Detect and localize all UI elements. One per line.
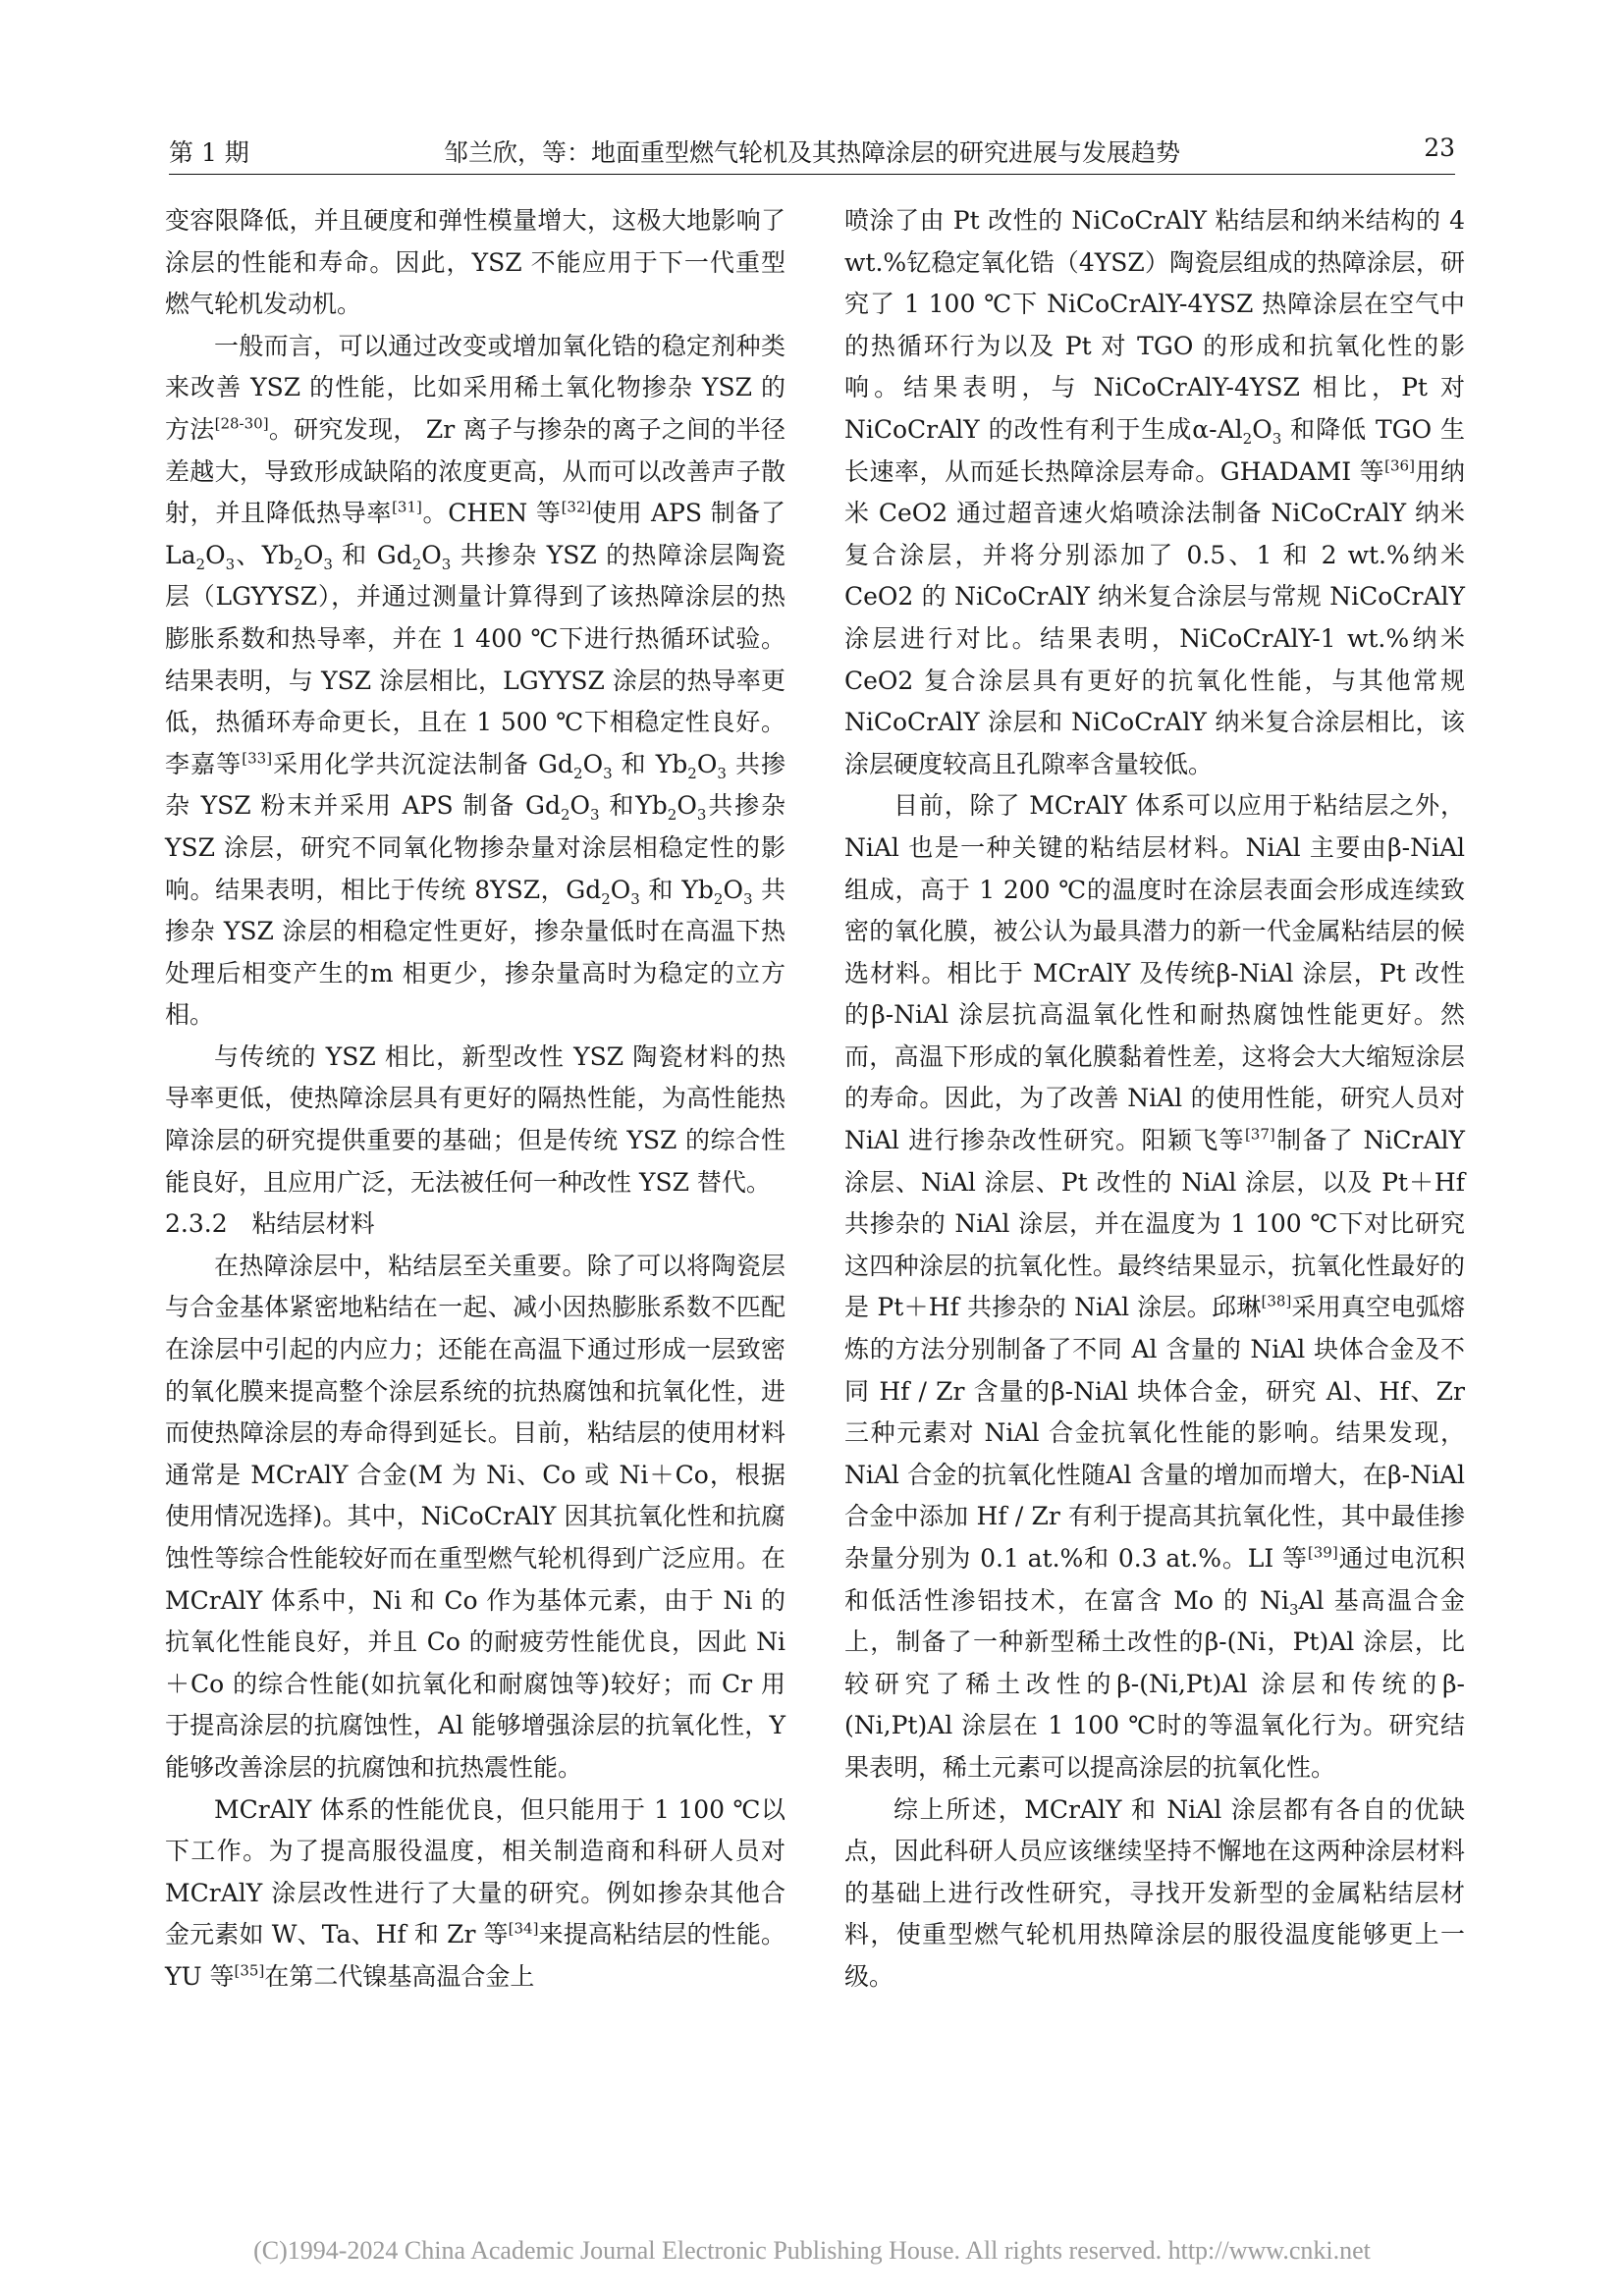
page-number: 23 xyxy=(1424,133,1455,162)
section-heading: 2.3.2 粘结层材料 xyxy=(165,1209,375,1239)
paragraph: 变容限降低，并且硬度和弹性模量增大，这极大地影响了涂层的性能和寿命。因此，YSZ 不能应用于下一代重型燃气轮机发动机。 xyxy=(165,206,785,319)
paragraph: 与传统的 YSZ 相比，新型改性 YSZ 陶瓷材料的热导率更低，使热障涂层具有更好的隔热性能，为高性能热障涂层的研究提供重要的基础；但是传统 YSZ 的综合性能良好，且应用广泛，无法被任何一种改性 YSZ 替代。 xyxy=(165,1041,785,1197)
paragraph: 喷涂了由 Pt 改性的 NiCoCrAlY 粘结层和纳米结构的 4 wt.%钇稳定氧化锆（4YSZ）陶瓷层组成的热障涂层，研究了 1 100 ℃下 NiCoCrAlY-4YSZ 热障涂层在空气中的热循环行为以及 Pt 对 TGO 的形成和抗氧化性的影响。结果表明，与 NiCoCrAlY-4YSZ 相比，Pt 对 NiCoCrAlY 的改性有利于生成$\alpha-Al_2O_3$ 和降低 TGO 生长速率，从而延长热障涂层寿命。GHADAMI 等[36]用纳米 CeO2 通过超音速火焰喷涂法制备 NiCoCrAlY 纳米复合涂层，并将分别添加了 0.5、1 和 2 wt.%纳米 CeO2 的 NiCoCrAlY 纳米复合涂层与常规 NiCoCrAlY 涂层进行对比。结果表明，NiCoCrAlY-1 wt.%纳米 CeO2 复合涂层具有更好的抗氧化性能，与其他常规 NiCoCrAlY 涂层和 NiCoCrAlY 纳米复合涂层相比，该涂层硬度较高且孔隙率含量较低。 xyxy=(844,206,1465,778)
copyright-footer: (C)1994-2024 China Academic Journal Electronic Publishing House. All rights reserved. http://www.cnki.net xyxy=(253,2236,1371,2265)
left-column xyxy=(165,200,785,1999)
paragraph: 综上所述，MCrAlY 和 NiAl 涂层都有各自的优缺点，因此科研人员应该继续坚持不懈地在这两种涂层材料的基础上进行改性研究，寻找开发新型的金属粘结层材料，使重型燃气轮机用热障涂层的服役温度能够更上一级。 xyxy=(844,1794,1465,1991)
issue-label: 第 1 期 xyxy=(169,138,249,167)
paragraph: 目前，除了 MCrAlY 体系可以应用于粘结层之外，NiAl 也是一种关键的粘结层材料。NiAl 主要由β-NiAl 组成，高于 1 200 ℃的温度时在涂层表面会形成连续致密的氧化膜，被公认为最具潜力的新一代金属粘结层的候选材料。相比于 MCrAlY 及传统β-NiAl 涂层，Pt 改性的β-NiAl 涂层抗高温氧化性和耐热腐蚀性能更好。然而，高温下形成的氧化膜黏着性差，这将会大大缩短涂层的寿命。因此，为了改善 NiAl 的使用性能，研究人员对 NiAl 进行掺杂改性研究。阳颖飞等[37]制备了 NiCrAlY 涂层、NiAl 涂层、Pt 改性的 NiAl 涂层，以及 Pt＋Hf 共掺杂的 NiAl 涂层，并在温度为 1 100 ℃下对比研究这四种涂层的抗氧化性。最终结果显示，抗氧化性最好的是 Pt＋Hf 共掺杂的 NiAl 涂层。邱琳[38]采用真空电弧熔炼的方法分别制备了不同 Al 含量的 NiAl 块体合金及不同 Hf / Zr 含量的β-NiAl 块体合金，研究 Al、Hf、Zr 三种元素对 NiAl 合金抗氧化性能的影响。结果发现，NiAl 合金的抗氧化性随Al 含量的增加而增大，在β-NiAl 合金中添加 Hf / Zr 有利于提高其抗氧化性，其中最佳掺杂量分别为 0.1 at.%和 0.3 at.%。LI 等[39]通过电沉积和低活性渗铝技术，在富含 Mo 的 $Ni_3Al$ 基高温合金上，制备了一种新型稀土改性的β-(Ni，Pt)Al 涂层，比较研究了稀土改性的β-(Ni,Pt)Al 涂层和传统的β-(Ni,Pt)Al 涂层在 1 100 ℃时的等温氧化行为。研究结果表明，稀土元素可以提高涂层的抗氧化性。 xyxy=(844,791,1465,1782)
running-title: 邹兰欣，等：地面重型燃气轮机及其热障涂层的研究进展与发展趋势 xyxy=(443,138,1180,167)
paragraph: MCrAlY 体系的性能优良，但只能用于 1 100 ℃以下工作。为了提高服役温度，相关制造商和科研人员对 MCrAlY 涂层改性进行了大量的研究。例如掺杂其他合金元素如 W、Ta、Hf 和 Zr 等[34]来提高粘结层的性能。YU 等[35]在第二代镍基高温合金上 xyxy=(165,1794,785,1991)
header-rule xyxy=(169,174,1455,175)
page-header xyxy=(169,126,1455,175)
right-column xyxy=(844,200,1465,1999)
paragraph: 一般而言，可以通过改变或增加氧化锆的稳定剂种类来改善 YSZ 的性能，比如采用稀土氧化物掺杂 YSZ 的方法[28-30]。研究发现， Zr 离子与掺杂的离子之间的半径差越大，导致形成缺陷的浓度更高，从而可以改善声子散射，并且降低热导率[31]。CHEN 等[32]使用 APS 制备了 $La_2O_3$、$Yb_2O_3$ 和 $Gd_2O_3$ 共掺杂 YSZ 的热障涂层陶瓷层（LGYYSZ），并通过测量计算得到了该热障涂层的热膨胀系数和热导率，并在 1 400 ℃下进行热循环试验。结果表明，与 YSZ 涂层相比，LGYYSZ 涂层的热导率更低，热循环寿命更长，且在 1 500 ℃下相稳定性良好。李嘉等[33]采用化学共沉淀法制备 $Gd_2O_3$ 和 $Yb_2O_3$ 共掺杂 YSZ 粉末并采用 APS 制备 $Gd_2O_3$ 和$Yb_2O_3$共掺杂 YSZ 涂层，研究不同氧化物掺杂量对涂层相稳定性的影响。结果表明，相比于传统 8YSZ，$Gd_2O_3$ 和 $Yb_2O_3$ 共掺杂 YSZ 涂层的相稳定性更好，掺杂量低时在高温下热处理后相变产生的m 相更少，掺杂量高时为稳定的立方相。 xyxy=(165,331,785,1030)
paragraph: 在热障涂层中，粘结层至关重要。除了可以将陶瓷层与合金基体紧密地粘结在一起、减小因热膨胀系数不匹配在涂层中引起的内应力；还能在高温下通过形成一层致密的氧化膜来提高整个涂层系统的抗热腐蚀和抗氧化性，进而使热障涂层的寿命得到延长。目前，粘结层的使用材料通常是 MCrAlY 合金(M 为 Ni、Co 或 Ni＋Co，根据使用情况选择)。其中，NiCoCrAlY 因其抗氧化性和抗腐蚀性等综合性能较好而在重型燃气轮机得到广泛应用。在 MCrAlY 体系中，Ni 和 Co 作为基体元素，由于 Ni 的抗氧化性能良好，并且 Co 的耐疲劳性能优良，因此 Ni＋Co 的综合性能(如抗氧化和耐腐蚀等)较好；而 Cr 用于提高涂层的抗腐蚀性，Al 能够增强涂层的抗氧化性，Y 能够改善涂层的抗腐蚀和抗热震性能。 xyxy=(165,1251,785,1782)
